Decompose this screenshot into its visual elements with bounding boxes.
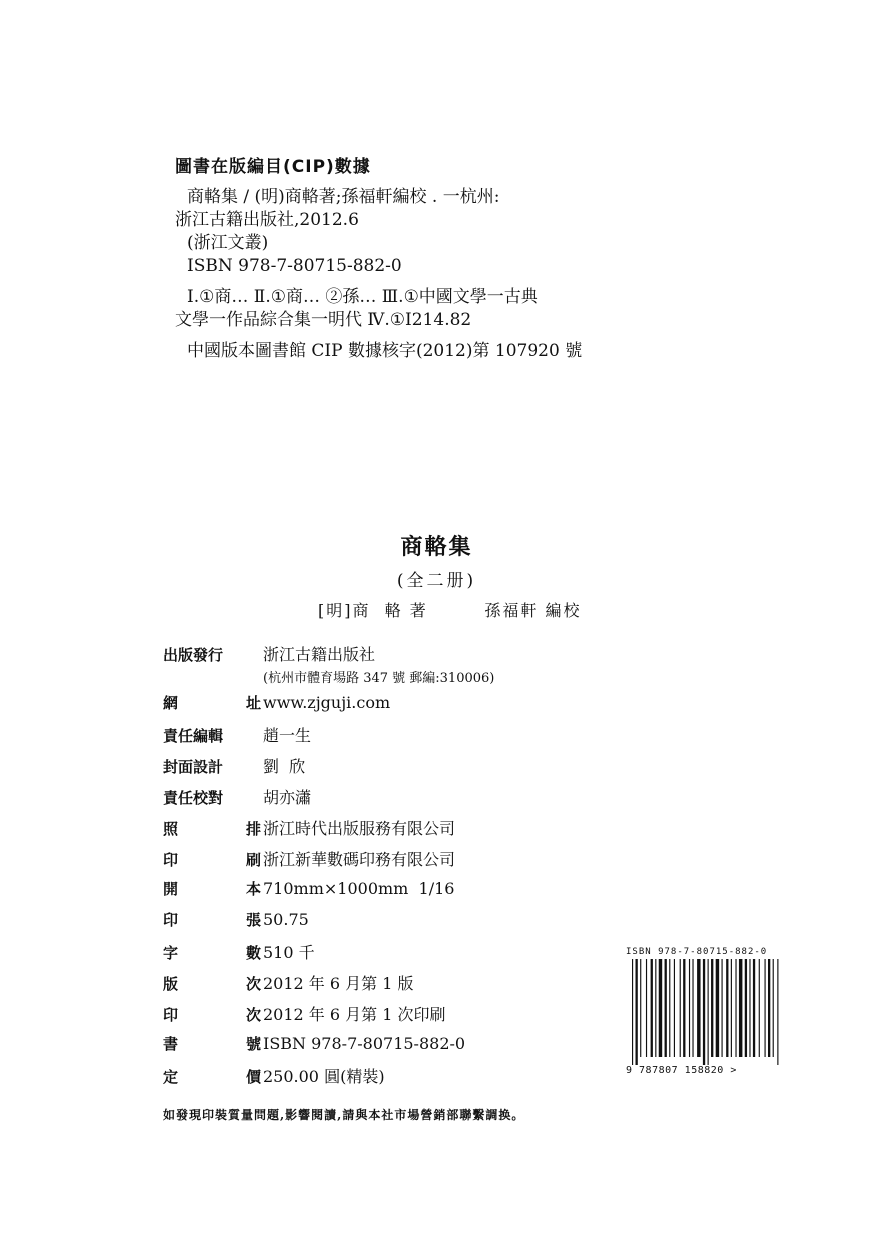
barcode-bar: [674, 959, 675, 1057]
info-label: 網 址: [163, 694, 261, 712]
info-value: 浙江古籍出版社: [263, 645, 376, 664]
info-value: 趙一生: [263, 726, 312, 745]
info-label: 字 數: [163, 944, 261, 962]
info-value: 710mm×1000mm 1/16: [263, 879, 455, 898]
barcode-bar: [636, 959, 638, 1065]
isbn-barcode: [626, 947, 790, 1076]
barcode-bar: [659, 959, 662, 1057]
barcode-bar: [753, 959, 755, 1057]
barcode-bar: [665, 959, 667, 1057]
info-label: 印 刷: [163, 851, 261, 869]
info-value: 2012 年 6 月第 1 版: [263, 974, 414, 993]
barcode-bar: [697, 959, 700, 1057]
info-row-words: [163, 940, 494, 971]
cip-line: (浙江文叢): [187, 233, 269, 253]
cip-line: ISBN 978-7-80715-882-0: [187, 256, 402, 276]
info-label: 開 本: [163, 880, 261, 898]
info-row-isbn: [163, 1033, 494, 1064]
info-row-typeset: [163, 816, 494, 847]
info-row-print: [163, 847, 494, 878]
info-value: 510 千: [263, 943, 315, 962]
barcode-digits: 9 787807 158820 >: [626, 1065, 737, 1076]
info-label: 責任編輯: [163, 727, 224, 745]
info-row-address: [163, 667, 494, 692]
barcode-bar: [711, 959, 713, 1057]
quality-notice: 如發現印裝質量問題,影響閱讀,請與本社市場營銷部聯繫調换。: [163, 1108, 525, 1122]
barcode-isbn-text: ISBN 978-7-80715-882-0: [626, 947, 768, 957]
barcode-bar: [722, 959, 723, 1057]
cip-heading: 圖書在版編目(CIP)數據: [175, 157, 371, 177]
barcode-bar: [703, 959, 705, 1065]
info-row-editor: [163, 723, 494, 754]
info-value: ISBN 978-7-80715-882-0: [263, 1034, 466, 1053]
info-value: www.zjguji.com: [263, 693, 391, 712]
cip-line: 文學一作品綜合集一明代 Ⅳ.①I214.82: [175, 310, 472, 330]
info-label: 印 張: [163, 911, 261, 929]
barcode-bar: [708, 959, 709, 1065]
barcode-bar: [768, 959, 770, 1057]
cip-line: 浙江古籍出版社,2012.6: [175, 210, 359, 230]
info-row-sheets: [163, 909, 494, 940]
info-row-cover: [163, 754, 494, 785]
barcode-bar: [632, 959, 633, 1065]
cip-line: 商輅集 / (明)商輅著;孫福軒編校 . 一杭州:: [187, 187, 500, 207]
barcode-bars: [626, 959, 786, 1067]
info-label: 出版發行: [163, 646, 224, 664]
info-label: 版 次: [163, 975, 261, 993]
barcode-bar: [773, 959, 774, 1057]
barcode-bar: [777, 959, 778, 1065]
barcode-bar: [646, 959, 647, 1057]
info-row-edition: [163, 971, 494, 1002]
info-value: 250.00 圓(精裝): [263, 1067, 385, 1086]
info-label: 封面設計: [163, 758, 224, 776]
info-value: 浙江新華數碼印務有限公司: [263, 850, 456, 869]
barcode-bar: [689, 959, 690, 1057]
barcode-bar: [716, 959, 719, 1057]
info-value: 劉 欣: [263, 757, 306, 776]
barcode-bar: [739, 959, 742, 1057]
cip-line: 中國版本圖書館 CIP 數據核字(2012)第 107920 號: [187, 341, 583, 361]
info-row-format: [163, 878, 494, 909]
barcode-bar: [651, 959, 653, 1057]
info-label: 責任校對: [163, 789, 224, 807]
barcode-bar: [759, 959, 760, 1057]
book-title: 商輅集: [400, 535, 473, 560]
barcode-bar: [680, 959, 681, 1057]
barcode-bar: [731, 959, 732, 1057]
barcode-bar: [692, 959, 693, 1057]
info-label: 定 價: [163, 1068, 261, 1086]
barcode-bar: [749, 959, 750, 1057]
info-label: 印 次: [163, 1006, 261, 1024]
info-row-website: [163, 692, 494, 723]
cip-block: [175, 152, 795, 363]
barcode-bar: [640, 959, 641, 1057]
book-authors: [明]商 輅 著 孫福軒 編校: [318, 601, 582, 620]
barcode-bar: [735, 959, 736, 1057]
info-label: 照 排: [163, 820, 261, 838]
barcode-bar: [745, 959, 747, 1057]
publication-info: [163, 642, 494, 1095]
info-value: 50.75: [263, 910, 309, 929]
cip-line: Ⅰ.①商… Ⅱ.①商… ②孫… Ⅲ.①中國文學一古典: [187, 287, 538, 307]
info-label: 書 號: [163, 1035, 261, 1053]
info-row-proof: [163, 785, 494, 816]
barcode-bar: [726, 959, 728, 1057]
book-volumes: (全二册): [396, 571, 477, 591]
info-row-price: [163, 1064, 494, 1095]
info-value: 2012 年 6 月第 1 次印刷: [263, 1005, 446, 1024]
info-value: 胡亦瀟: [263, 788, 312, 807]
barcode-bar: [683, 959, 685, 1057]
info-value: (杭州市體育場路 347 號 郵編:310006): [263, 671, 495, 686]
barcode-bar: [669, 959, 670, 1057]
info-row-impression: [163, 1002, 494, 1033]
barcode-bar: [765, 959, 766, 1057]
info-value: 浙江時代出版服務有限公司: [263, 819, 456, 838]
barcode-bar: [655, 959, 656, 1057]
